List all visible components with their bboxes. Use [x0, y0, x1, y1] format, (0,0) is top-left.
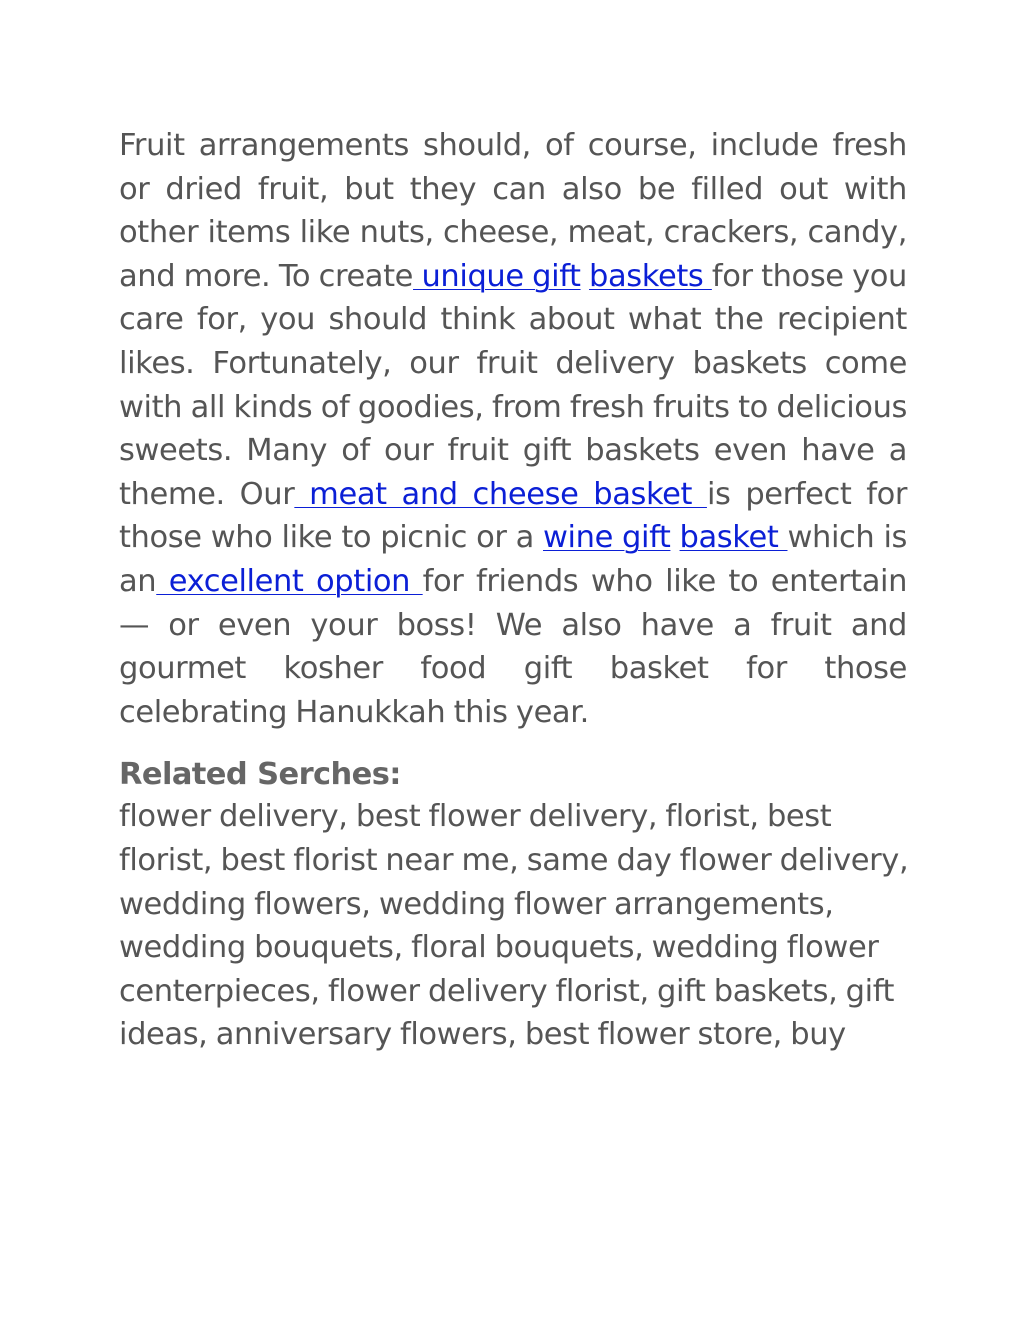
article-text — [581, 259, 589, 294]
article-paragraph — [119, 124, 907, 734]
article-text — [670, 520, 679, 555]
related-searches-text: flower delivery, best flower delivery, florist, best florist, best florist near me, same day flower delivery, wedding flowers, wedding flower arrangements, wedding bouquets, floral bouquets, wedding flower centerpieces, flower delivery florist, gift baskets, gift ideas, anniversary flowers, best flower store, buy — [119, 799, 909, 1053]
unique-gift-link[interactable]: unique gift — [413, 258, 581, 294]
article-text: is perfect for those who like to picnic or a — [119, 476, 907, 556]
document-page — [119, 124, 907, 1057]
article-text: for friends who like to entertain — or even your boss! We also have a fruit and gourmet kosher food gift basket for those celebrating Hanukkah this year. — [119, 563, 908, 730]
article-text: Fruit arrangements should, of course, include fresh or dried fruit, but they can also be filled out with other items like nuts, cheese, meat, crackers, candy, and more. To create — [119, 128, 907, 294]
related-searches-heading: Related Serches: — [119, 757, 401, 793]
basket-link[interactable]: basket — [679, 520, 788, 556]
meat-and-cheese-basket-link[interactable]: meat and cheese basket — [294, 476, 707, 512]
article-text: which is an — [119, 520, 908, 599]
excellent-option-link[interactable]: excellent option — [156, 563, 423, 599]
article-text: for those you care for, you should think about what the recipient likes. Fortunately, our fruit delivery baskets come with all kinds of goodies, from fresh fruits to delicious sweets. Many of our fruit gift baskets even have a theme. Our — [119, 258, 907, 512]
wine-gift-link[interactable]: wine gift — [543, 520, 671, 556]
baskets-link[interactable]: baskets — [589, 258, 712, 294]
